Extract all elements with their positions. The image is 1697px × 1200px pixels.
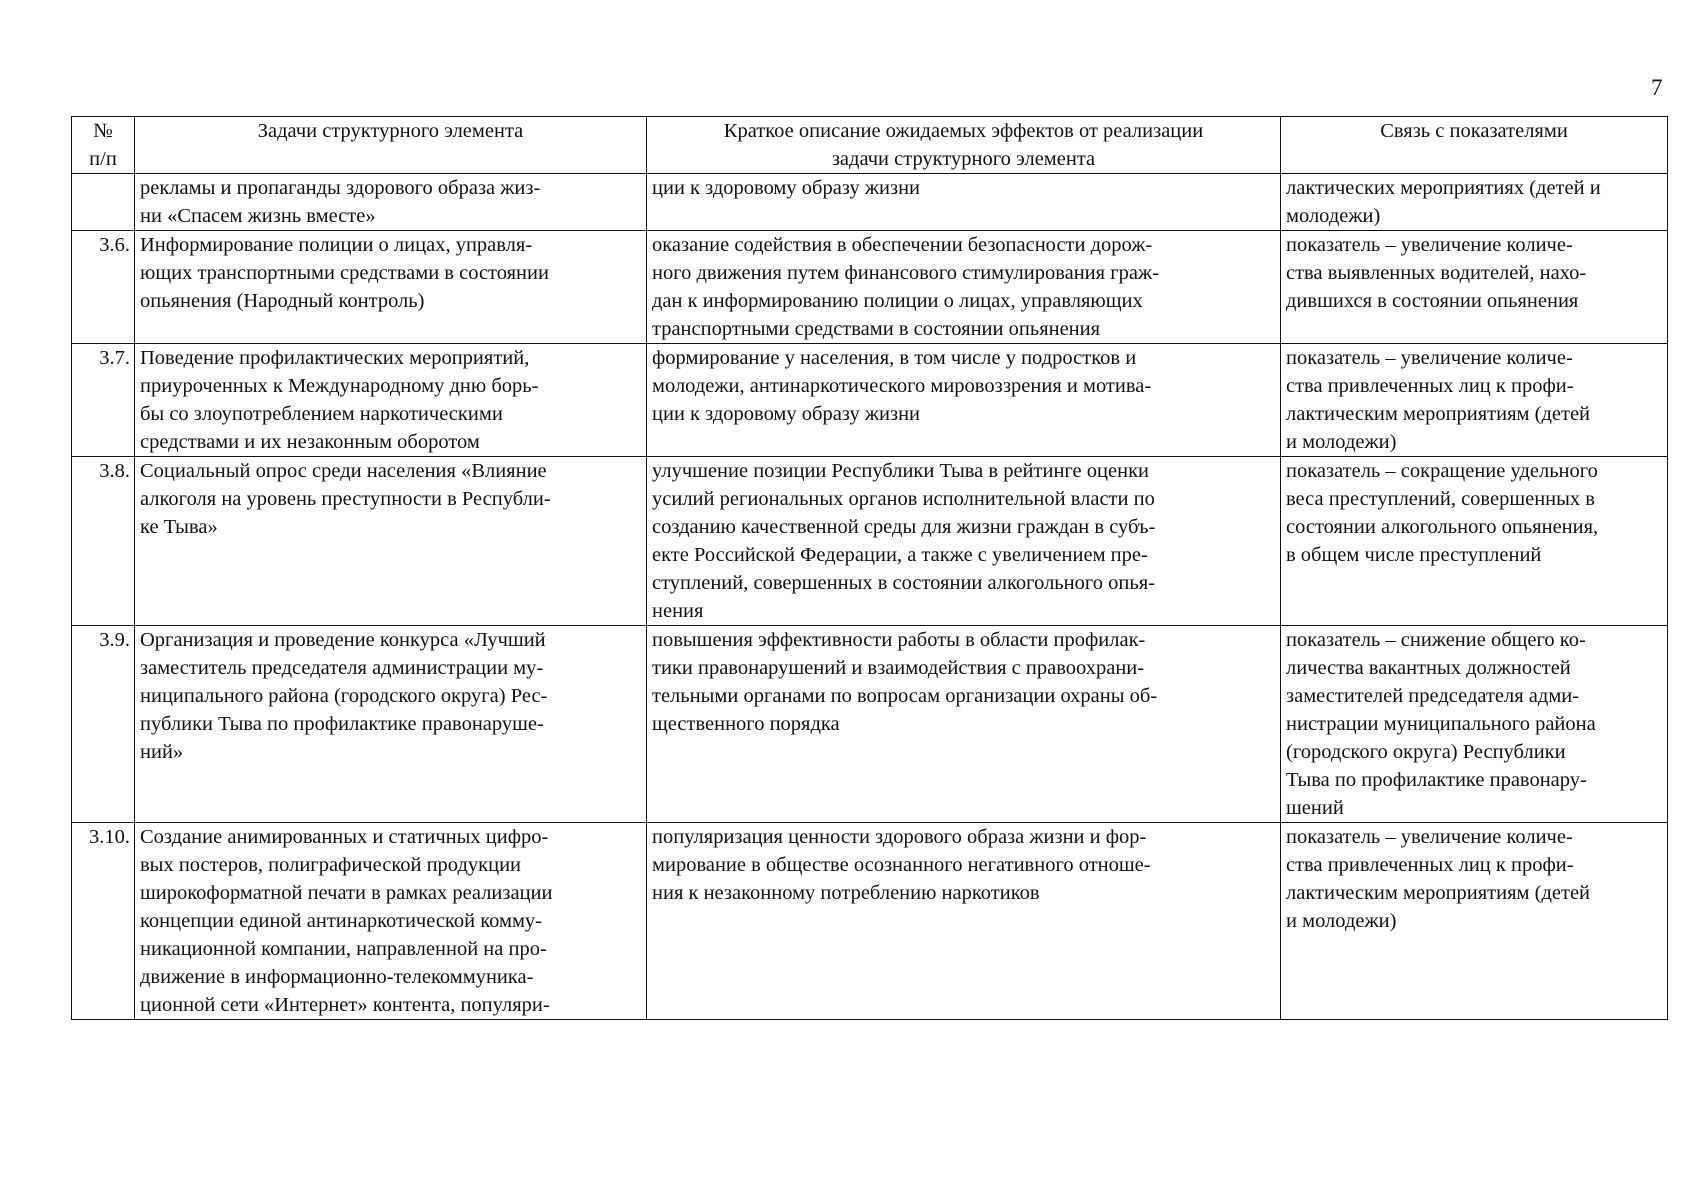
header-link: Связь с показателями bbox=[1281, 117, 1668, 174]
table-header-row bbox=[72, 117, 1668, 174]
table-row bbox=[72, 174, 1668, 231]
row-number: 3.6. bbox=[72, 231, 135, 344]
effect-description-cell: улучшение позиции Республики Тыва в рейтинге оценки усилий региональных органов исполнительной власти по созданию качественной среды для жизни граждан в субъ- екте Российской Федерации, а также с увеличением пре- ступлений, совершенных в состоянии алкогольного опья- нения bbox=[647, 457, 1281, 626]
row-number: 3.9. bbox=[72, 626, 135, 823]
effect-description-cell: ции к здоровому образу жизни bbox=[647, 174, 1281, 231]
tasks-table bbox=[71, 116, 1668, 1020]
task-cell: рекламы и пропаганды здорового образа жиз- ни «Спасем жизнь вместе» bbox=[135, 174, 647, 231]
table-row bbox=[72, 626, 1668, 823]
indicator-link-cell: показатель – увеличение количе- ства привлеченных лиц к профи- лактическим мероприятиям (детей и молодежи) bbox=[1281, 344, 1668, 457]
task-cell: Информирование полиции о лицах, управля- ющих транспортными средствами в состоянии опьянения (Народный контроль) bbox=[135, 231, 647, 344]
row-number: 3.8. bbox=[72, 457, 135, 626]
table-row bbox=[72, 231, 1668, 344]
header-task: Задачи структурного элемента bbox=[135, 117, 647, 174]
header-num: № п/п bbox=[72, 117, 135, 174]
page-number: 7 bbox=[1651, 75, 1663, 100]
table-row bbox=[72, 823, 1668, 1020]
indicator-link-cell: показатель – увеличение количе- ства выявленных водителей, нахо- дившихся в состоянии опьянения bbox=[1281, 231, 1668, 344]
task-cell: Создание анимированных и статичных цифро- вых постеров, полиграфической продукции широкоформатной печати в рамках реализации концепции единой антинаркотической комму- никационной компании, направленной на про- движение в информационно-телекоммуника- ционной сети «Интернет» контента, популяри- bbox=[135, 823, 647, 1020]
table-row bbox=[72, 344, 1668, 457]
row-number bbox=[72, 174, 135, 231]
indicator-link-cell: показатель – снижение общего ко- личества вакантных должностей заместителей председателя адми- нистрации муниципального района (городского округа) Республики Тыва по профилактике правонару- шений bbox=[1281, 626, 1668, 823]
indicator-link-cell: лактических мероприятиях (детей и молодежи) bbox=[1281, 174, 1668, 231]
effect-description-cell: формирование у населения, в том числе у подростков и молодежи, антинаркотического мировоззрения и мотива- ции к здоровому образу жизни bbox=[647, 344, 1281, 457]
indicator-link-cell: показатель – сокращение удельного веса преступлений, совершенных в состоянии алкогольного опьянения, в общем числе преступлений bbox=[1281, 457, 1668, 626]
row-number: 3.7. bbox=[72, 344, 135, 457]
task-cell: Организация и проведение конкурса «Лучший заместитель председателя администрации му- ниципального района (городского округа) Рес- публики Тыва по профилактике правонаруше- ний» bbox=[135, 626, 647, 823]
row-number: 3.10. bbox=[72, 823, 135, 1020]
effect-description-cell: популяризация ценности здорового образа жизни и фор- мирование в обществе осознанного негативного отноше- ния к незаконному потреблению наркотиков bbox=[647, 823, 1281, 1020]
table-row bbox=[72, 457, 1668, 626]
effect-description-cell: повышения эффективности работы в области профилак- тики правонарушений и взаимодействия с правоохрани- тельными органами по вопросам организации охраны об- щественного порядка bbox=[647, 626, 1281, 823]
indicator-link-cell: показатель – увеличение количе- ства привлеченных лиц к профи- лактическим мероприятиям (детей и молодежи) bbox=[1281, 823, 1668, 1020]
task-cell: Социальный опрос среди населения «Влияние алкоголя на уровень преступности в Республи- ке Тыва» bbox=[135, 457, 647, 626]
task-cell: Поведение профилактических мероприятий, приуроченных к Международному дню борь- бы со злоупотреблением наркотическими средствами и их незаконным оборотом bbox=[135, 344, 647, 457]
header-desc: Краткое описание ожидаемых эффектов от реализации задачи структурного элемента bbox=[647, 117, 1281, 174]
effect-description-cell: оказание содействия в обеспечении безопасности дорож- ного движения путем финансового стимулирования граж- дан к информированию полиции о лицах, управляющих транспортными средствами в состоянии опьянения bbox=[647, 231, 1281, 344]
